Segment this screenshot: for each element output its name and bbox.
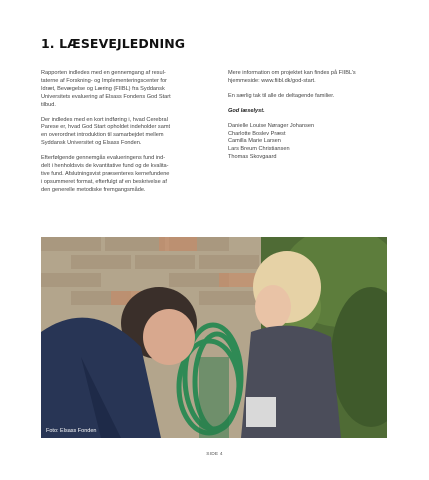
text-line: i opsummeret format, efterfulgt af en beskrivelse af	[41, 178, 167, 185]
cerebral-parese-paragraph	[41, 117, 201, 149]
author-name: Thomas Skovgaard	[228, 154, 277, 161]
author-name: Charlotte Boslev Præst	[228, 130, 286, 137]
author-list	[228, 123, 388, 163]
text-line: En særlig tak til alle de deltagende familier.	[228, 92, 335, 99]
text-line: tive fund. Afslutningsvist præsenteres kernefundene	[41, 170, 170, 177]
closing-line	[228, 108, 388, 116]
text-line: Mere information om projektet kan findes på FIIBL’s	[228, 70, 356, 76]
author-name: Camilla Marie Larsen	[228, 138, 281, 145]
text-line: Der indledes med en kort indføring i, hvad Cerebral	[41, 116, 168, 123]
text-line: den generelle metodiske fremgangsmåde.	[41, 186, 146, 193]
left-column	[41, 70, 201, 202]
more-info-paragraph	[228, 70, 388, 86]
text-line: delt i henholdsvis de kvantitative fund og de kvalita-	[41, 163, 169, 170]
intro-paragraph	[41, 70, 201, 110]
text-line: Efterfølgende gennemgås evalueringens fund ind-	[41, 155, 166, 162]
text-line: Rapporten indledes med en gennemgang af resul-	[41, 70, 166, 76]
text-line: Idræt, Bevægelse og Læring (FIIBL) fra Syddansk	[41, 85, 165, 92]
author-name: Lars Breum Christiansen	[228, 146, 290, 153]
photo-caption: Foto: Elsass Fonden	[46, 428, 97, 434]
thanks-paragraph	[228, 93, 388, 101]
text-line: en overordnet introduktion til samarbejdet mellem	[41, 132, 164, 139]
photo-illustration	[41, 237, 387, 438]
page-title: 1. LÆSEVEJLEDNING	[41, 36, 186, 51]
text-line: Universitets evaluering af Elsass Fondens God Start	[41, 93, 171, 100]
page-number: SIDE 4	[206, 452, 223, 457]
right-column	[228, 70, 388, 162]
text-line: tilbud.	[41, 101, 56, 108]
text-line: taterne af Forskning- og Implementeringscenter for	[41, 77, 167, 84]
author-name: Danielle Louise Nørager Johansen	[228, 122, 315, 129]
text-line: Syddansk Universitet og Elsass Fonden.	[41, 140, 142, 147]
text-line: hjemmeside: www.fiibl.dk/god-start.	[228, 77, 316, 84]
photo	[41, 237, 387, 438]
closing-text: God læselyst.	[228, 107, 265, 114]
text-line: Parese er, hvad God Start opholdet indeholder samt	[41, 124, 171, 131]
findings-paragraph	[41, 155, 201, 195]
